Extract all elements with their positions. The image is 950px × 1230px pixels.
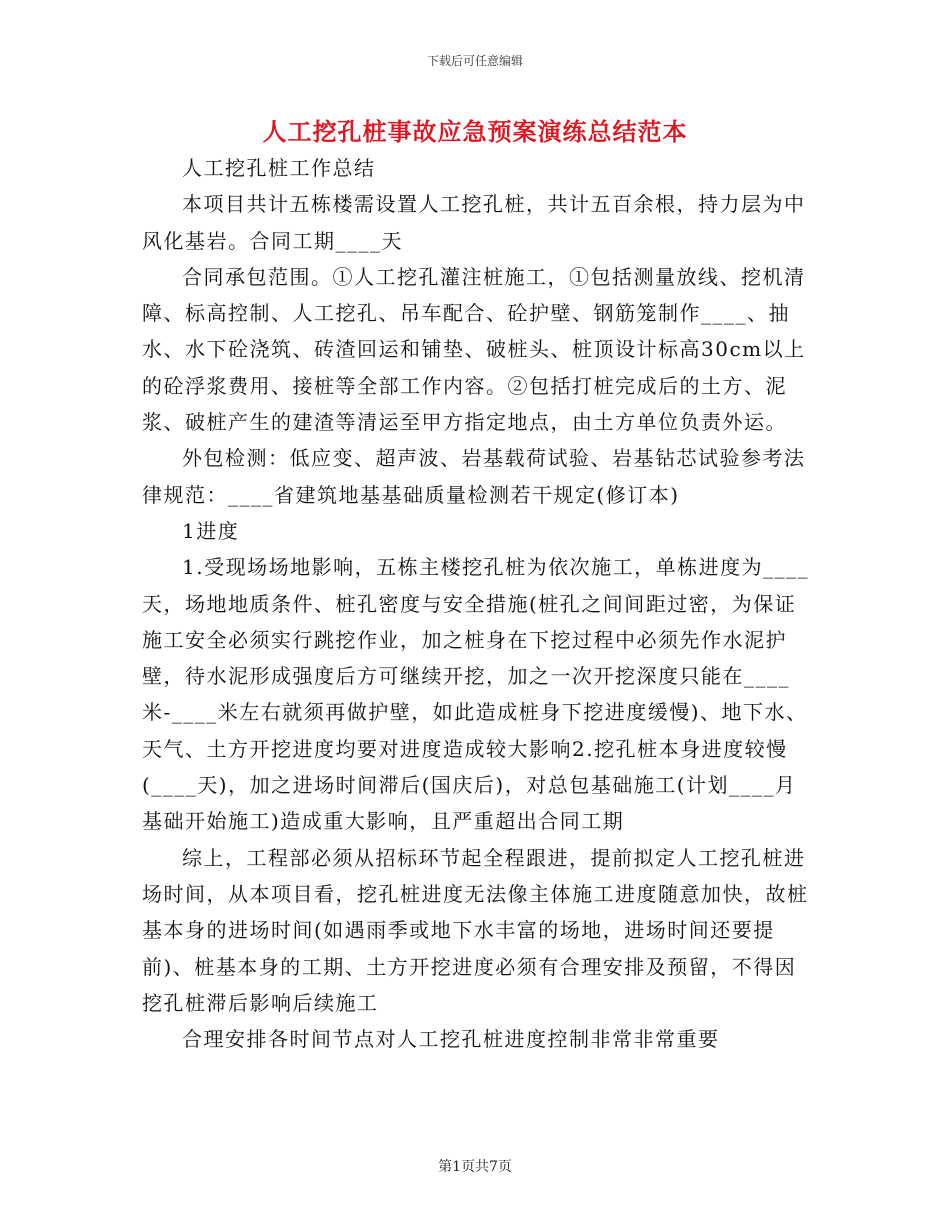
paragraph-subtitle: 人工挖孔桩工作总结: [182, 156, 376, 180]
paragraph-contract-scope: 合同承包范围。①人工挖孔灌注桩施工，①包括测量放线、挖机清障、标高控制、人工挖孔、吊车配合、砼护壁、钢筋笼制作____、抽水、水下砼浇筑、砖渣回运和铺垫、破桩头、桩顶设计标高30cm以上的砼浮浆费用、接桩等全部工作内容。②包括打桩完成后的土方、泥浆、破桩产生的建渣等清运至甲方指定地点，由土方单位负责外运。: [142, 264, 806, 435]
header-note: 下载后可任意编辑: [426, 54, 523, 68]
page-footer: 第1页共7页: [438, 1159, 512, 1175]
paragraph-external-testing: 外包检测：低应变、超声波、岩基载荷试验、岩基钻芯试验参考法律规范：____省建筑地基基础质量检测若干规定(修订本): [142, 446, 806, 507]
document-body: [142, 150, 810, 1057]
paragraph-progress-detail: 1.受现场场地影响，五栋主楼挖孔桩为依次施工，单栋进度为____天，场地地质条件、桩孔密度与安全措施(桩孔之间间距过密，为保证施工安全必须实行跳挖作业，加之桩身在下挖过程中必须先作水泥护壁，待水泥形成强度后方可继续开挖，加之一次开挖深度只能在____米-____米左右就须再做护壁，如此造成桩身下挖进度缓慢)、地下水、天气、土方开挖进度均要对进度造成较大影响2.挖孔桩本身进度较慢(____天)，加之进场时间滞后(国庆后)，对总包基础施工(计划____月基础开始施工)造成重大影响，且严重超出合同工期: [142, 555, 810, 834]
paragraph-conclusion: 合理安排各时间节点对人工挖孔桩进度控制非常非常重要: [182, 1027, 720, 1052]
paragraph-project-overview: 本项目共计五栋楼需设置人工挖孔桩，共计五百余根，持力层为中风化基岩。合同工期____天: [142, 192, 806, 253]
paragraph-progress-heading: 1进度: [182, 518, 240, 543]
document-title: 人工挖孔桩事故应急预案演练总结范本: [262, 117, 688, 146]
paragraph-summary: 综上，工程部必须从招标环节起全程跟进，提前拟定人工挖孔桩进场时间，从本项目看，挖孔桩进度无法像主体施工进度随意加快，故桩基本身的进场时间(如遇雨季或地下水丰富的场地，进场时间还要提前)、桩基本身的工期、土方开挖进度必须有合理安排及预留，不得因挖孔桩滞后影响后续施工: [142, 845, 809, 1015]
